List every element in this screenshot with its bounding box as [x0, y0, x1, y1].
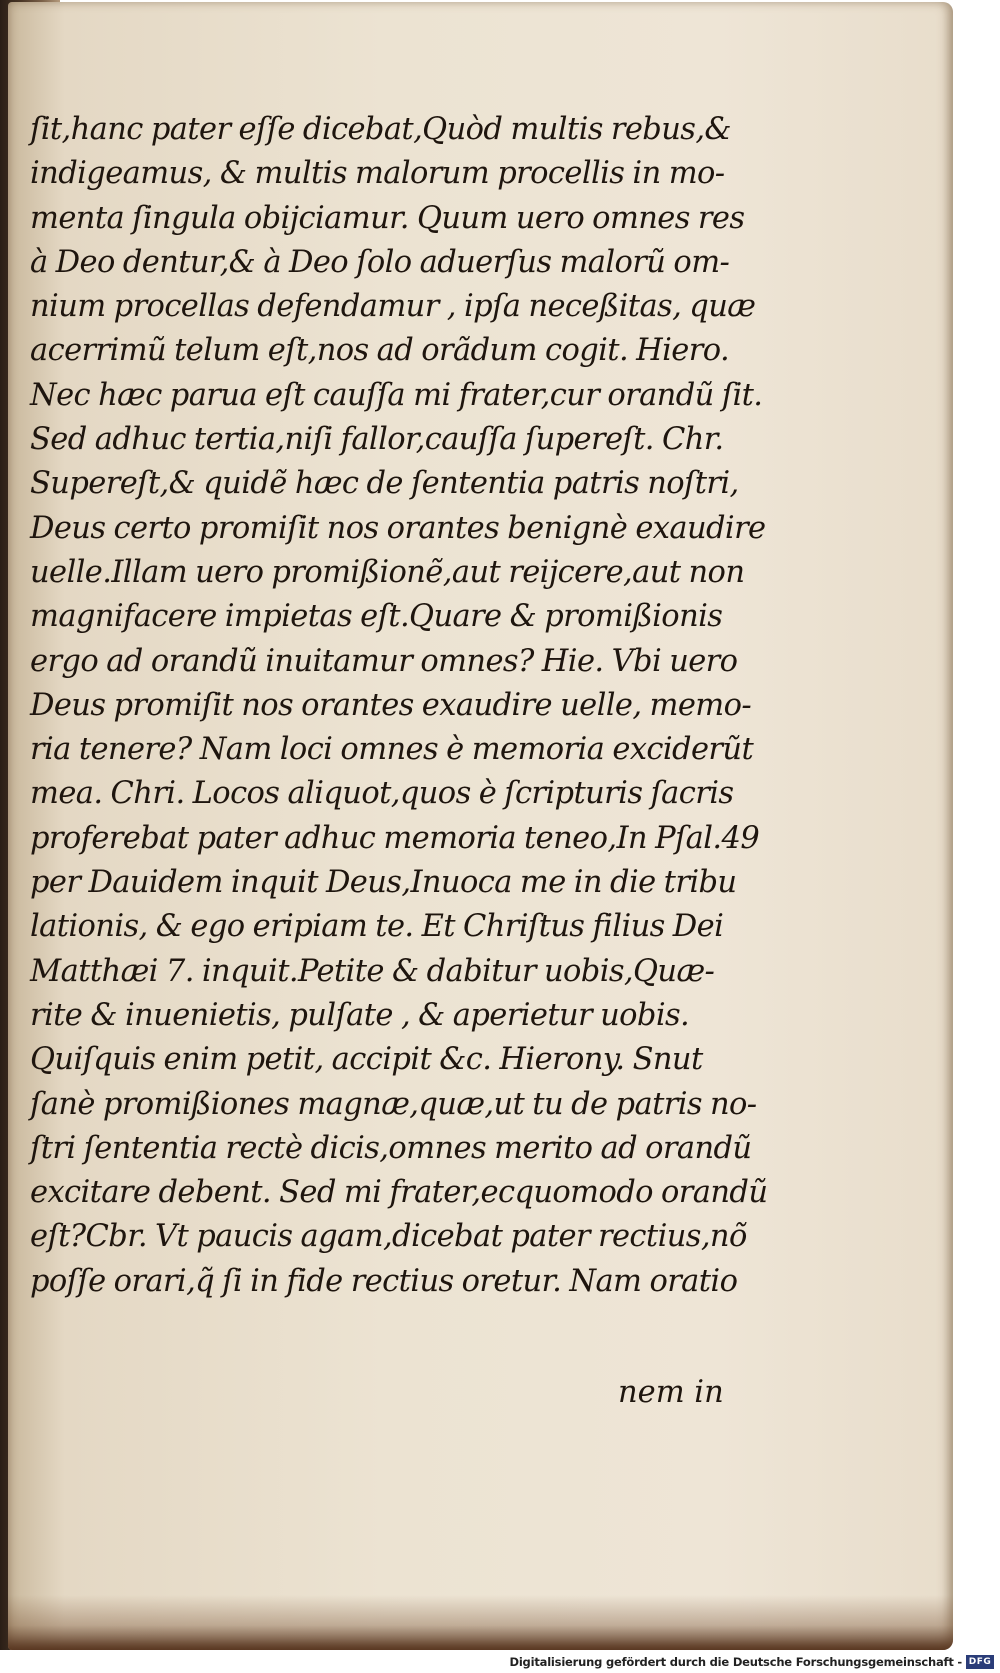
- text-line: mea. Chri. Locos aliquot,quos è ſcripturis ſacris: [30, 776, 734, 812]
- text-line: Supereſt,& quidẽ hæc de ſententia patris noſtri,: [30, 466, 739, 502]
- text-line: Nec hæc parua eſt cauſſa mi frater,cur orandũ ſit.: [30, 377, 763, 413]
- text-line: excitare debent. Sed mi frater,ecquomodo orandũ: [30, 1175, 768, 1211]
- text-line: acerrimũ telum eſt,nos ad orãdum cogit. Hiero.: [30, 333, 730, 369]
- text-line: ria tenere? Nam loci omnes è memoria exciderũt: [30, 732, 754, 768]
- body-text: [30, 108, 768, 1304]
- text-line: menta ſingula obijciamur. Quum uero omnes res: [30, 200, 745, 236]
- funding-notice: Digitalisierung gefördert durch die Deutsche Forschungsgemeinschaft -: [509, 1655, 962, 1669]
- text-line: Deus certo promiſit nos orantes benignè exaudire: [30, 510, 766, 546]
- text-line: indigeamus, & multis malorum procellis in mo-: [30, 156, 725, 192]
- text-line: Sed adhuc tertia,niſi fallor,cauſſa ſupereſt. Chr.: [30, 422, 724, 458]
- text-line: Matthæi 7. inquit.Petite & dabitur uobis,Quæ-: [30, 953, 715, 989]
- page-bottom-edge: [8, 1595, 953, 1650]
- text-line: poſſe orari,q̃ ſi in fide rectius oretur. Nam oratio: [30, 1263, 738, 1299]
- text-line: eſt?Cbr. Vt paucis agam,dicebat pater rectius,nõ: [30, 1219, 747, 1255]
- text-line: Quiſquis enim petit, accipit &c. Hierony. Snut: [30, 1042, 703, 1078]
- catchword: nem in: [618, 1375, 724, 1410]
- text-line: ergo ad orandũ inuitamur omnes? Hie. Vbi uero: [30, 643, 738, 679]
- text-line: ſtri ſententia rectè dicis,omnes merito ad orandũ: [30, 1130, 752, 1166]
- text-line: per Dauidem inquit Deus,Inuoca me in die tribu: [30, 865, 737, 901]
- text-line: rite & inuenietis, pulſate , & aperietur uobis.: [30, 997, 690, 1033]
- text-line: nium procellas defendamur , ipſa neceßitas, quæ: [30, 289, 756, 325]
- digitization-footer: [0, 1652, 1000, 1673]
- text-line: Deus promiſit nos orantes exaudire uelle, memo-: [30, 687, 752, 723]
- text-line: proferebat pater adhuc memoria teneo,In Pſal.49: [30, 820, 760, 856]
- text-line: ſit,hanc pater eſſe dicebat,Quòd multis rebus,&: [30, 112, 731, 147]
- text-line: uelle.Illam uero promißionẽ,aut reijcere,aut non: [30, 554, 745, 590]
- text-line: à Deo dentur,& à Deo ſolo aduerſus malorũ om-: [30, 244, 730, 280]
- text-line: magnifacere impietas eſt.Quare & promißionis: [30, 599, 723, 635]
- text-line: lationis, & ego eripiam te. Et Chriſtus filius Dei: [30, 909, 724, 945]
- dfg-logo: DFG: [966, 1655, 994, 1669]
- text-line: ſanè promißiones magnæ,quæ,ut tu de patris no-: [30, 1086, 757, 1122]
